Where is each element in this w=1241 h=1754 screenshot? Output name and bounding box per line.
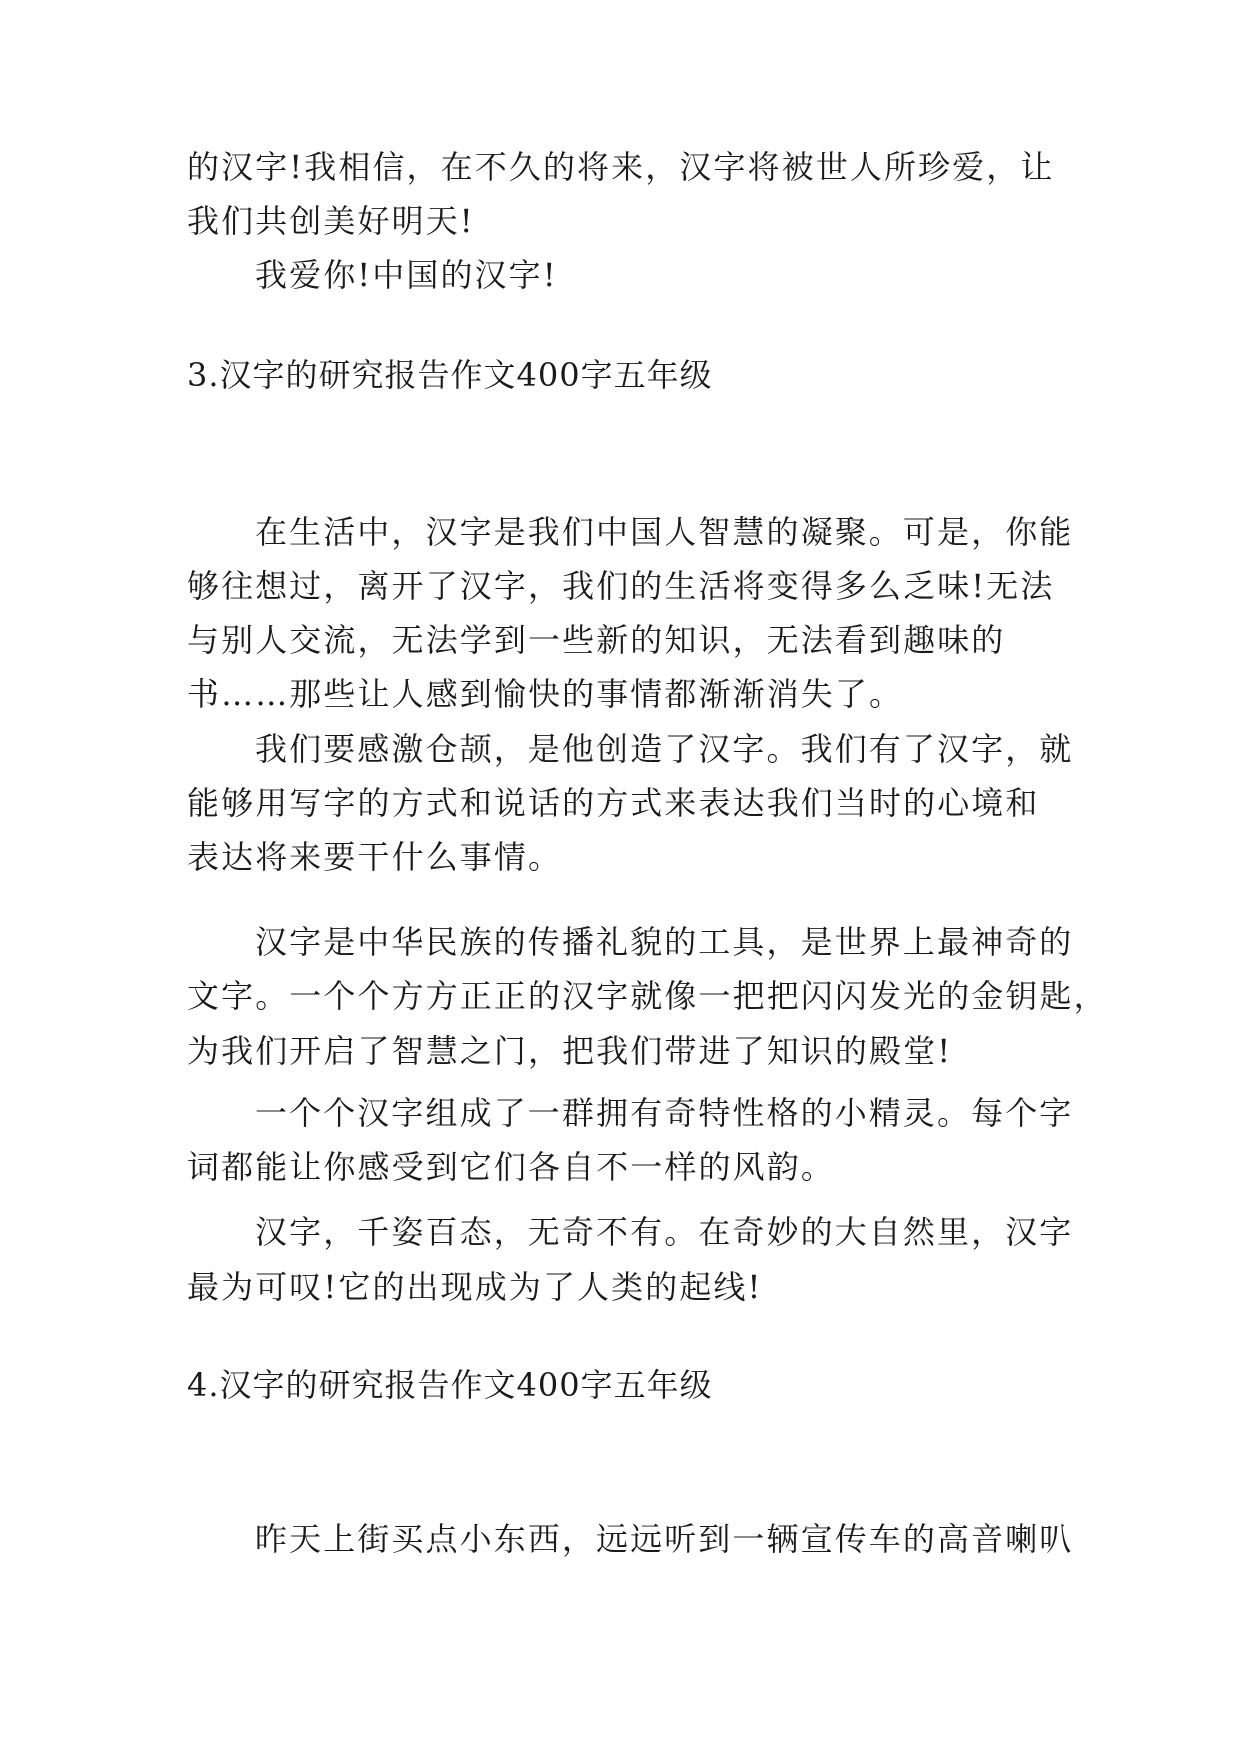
paragraph-line: 够往想过，离开了汉字，我们的生活将变得多么乏味!无法 (187, 567, 1055, 605)
paragraph-line: 我爱你!中国的汉字! (255, 256, 558, 294)
paragraph-line: 在生活中，汉字是我们中国人智慧的凝聚。可是，你能 (255, 513, 1074, 551)
paragraph-line: 我们共创美好明天! (187, 202, 475, 240)
paragraph-line: 能够用写字的方式和说话的方式来表达我们当时的心境和 (187, 784, 1040, 822)
paragraph-line: 为我们开启了智慧之门，把我们带进了知识的殿堂! (187, 1032, 953, 1070)
paragraph-line: 文字。一个个方方正正的汉字就像一把把闪闪发光的金钥匙， (187, 977, 1108, 1015)
paragraph-line: 一个个汉字组成了一群拥有奇特性格的小精灵。每个字 (255, 1094, 1074, 1132)
paragraph-line: 词都能让你感受到它们各自不一样的风韵。 (187, 1148, 835, 1186)
section-heading: 3.汉字的研究报告作文400字五年级 (187, 356, 713, 394)
paragraph-line: 书……那些让人感到愉快的事情都渐渐消失了。 (187, 675, 904, 713)
paragraph-line: 最为可叹!它的出现成为了人类的起线! (187, 1268, 763, 1306)
paragraph-line: 与别人交流，无法学到一些新的知识，无法看到趣味的 (187, 621, 1006, 659)
paragraph-line: 汉字，千姿百态，无奇不有。在奇妙的大自然里，汉字 (255, 1213, 1074, 1251)
paragraph-line: 我们要感激仓颉，是他创造了汉字。我们有了汉字，就 (255, 730, 1074, 768)
paragraph-line: 汉字是中华民族的传播礼貌的工具，是世界上最神奇的 (255, 923, 1074, 961)
section-heading: 4.汉字的研究报告作文400字五年级 (187, 1366, 713, 1404)
paragraph-line: 昨天上街买点小东西，远远听到一辆宣传车的高音喇叭 (255, 1520, 1074, 1558)
paragraph-line: 表达将来要干什么事情。 (187, 838, 563, 876)
paragraph-line: 的汉字!我相信，在不久的将来，汉字将被世人所珍爱，让 (187, 148, 1055, 186)
